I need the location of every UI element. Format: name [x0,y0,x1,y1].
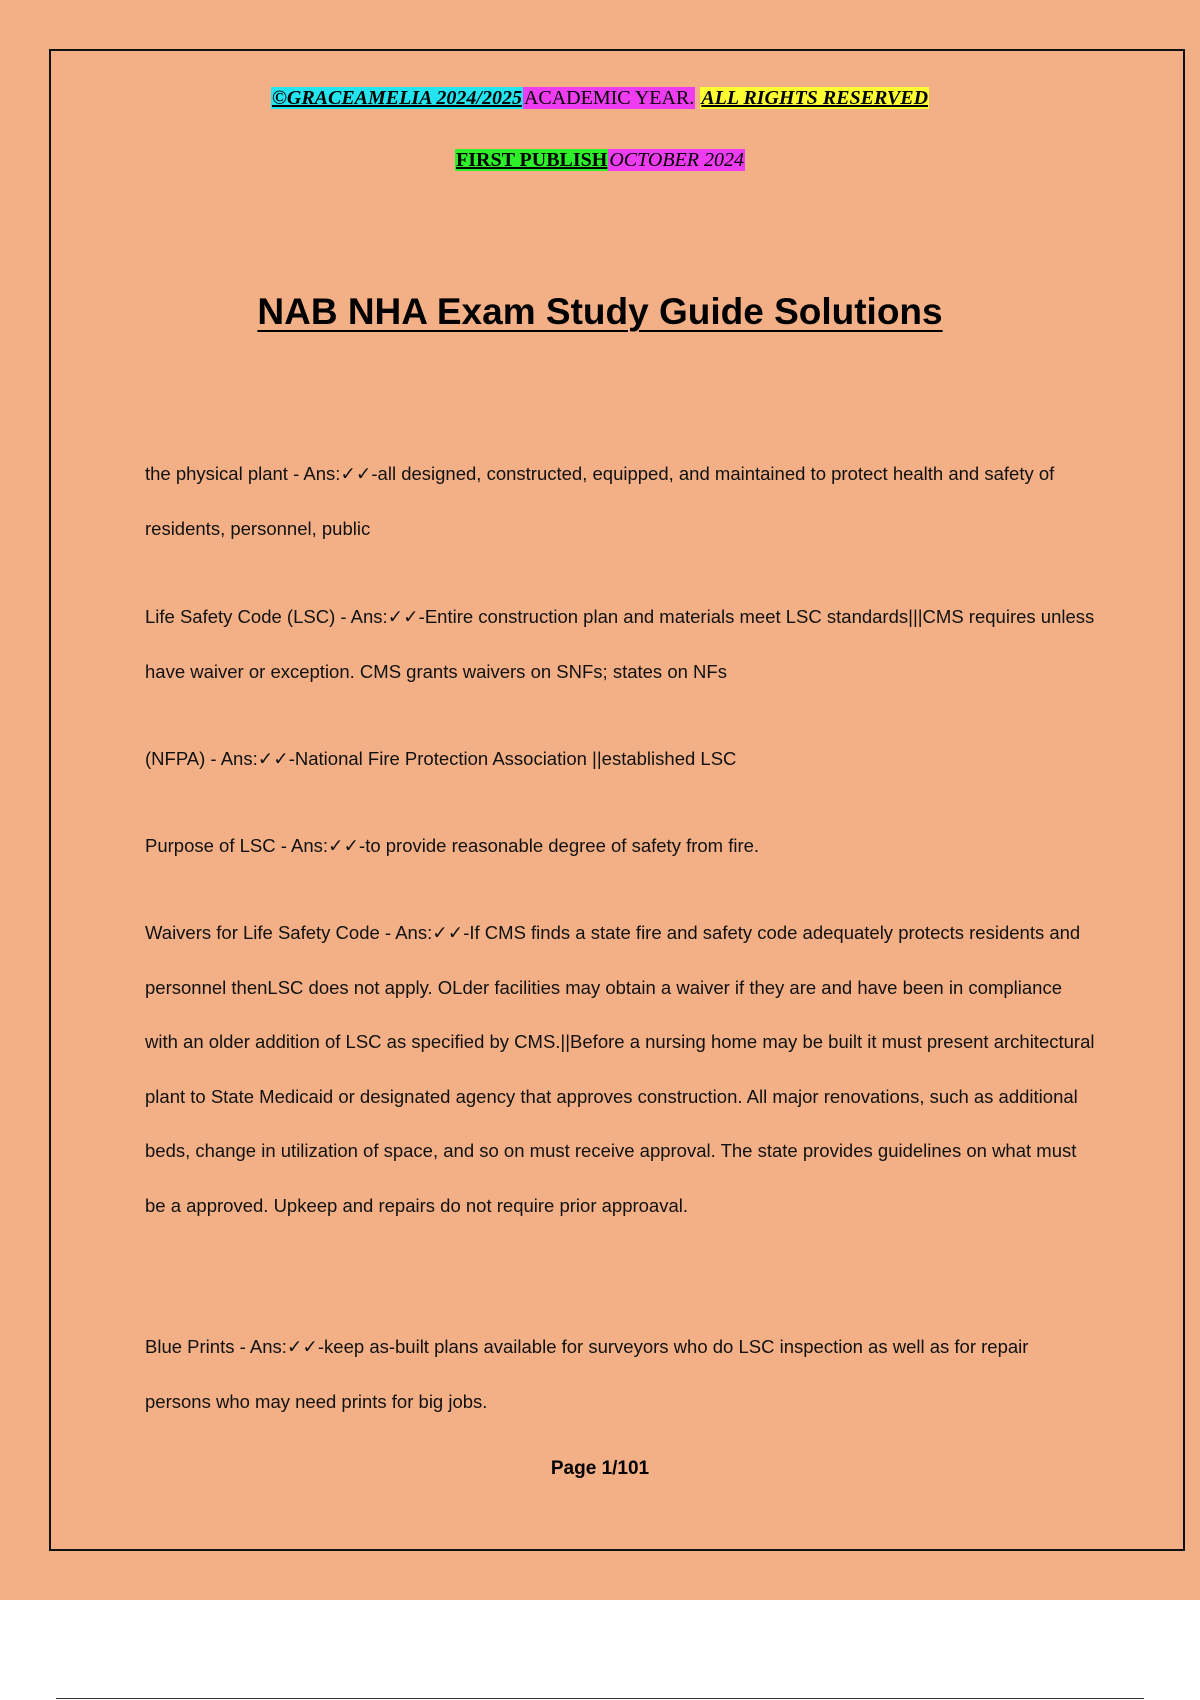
first-publish-text: FIRST PUBLISH [456,149,608,171]
entry-waivers-lsc: Waivers for Life Safety Code - Ans:✓✓-If CMS finds a state fire and safety code adequately protects residents and personnel thenLSC does not apply. OLder facilities may obtain a waiver if they are and have been in compliance with an older addition of LSC as specified by CMS.||Before a nursing home may be built it must present architectural plant to State Medicaid or designated agency that approves construction. All major renovations, such as additional beds, change in utilization of space, and so on must receive approval. The state provides guidelines on what must be a approved. Upkeep and repairs do not require prior approaval. [145,922,1095,1216]
rights-text: ALL RIGHTS RESERVED [701,87,929,109]
entry-nfpa: (NFPA) - Ans:✓✓-National Fire Protection Association ||established LSC [145,748,737,769]
publish-date-text: OCTOBER 2024 [609,149,744,171]
bottom-divider [56,1698,1144,1699]
page-number: Page 1/101 [550,1458,650,1479]
entry-life-safety-code: Life Safety Code (LSC) - Ans:✓✓-Entire construction plan and materials meet LSC standards|||CMS requires unless have waiver or exception. CMS grants waivers on SNFs; states on NFs [145,606,1095,682]
copyright-header [0,85,1200,111]
document-title-text: NAB NHA Exam Study Guide Solutions [257,291,943,332]
entry-blue-prints: Blue Prints - Ans:✓✓-keep as-built plans available for surveyors who do LSC inspection as well as for repair persons who may need prints for big jobs. [145,1336,1029,1412]
document-title [0,290,1200,334]
entry-physical-plant: the physical plant - Ans:✓✓-all designed, constructed, equipped, and maintained to protect health and safety of residents, personnel, public [145,463,1055,539]
publish-header [0,147,1200,173]
copyright-text: ©GRACEAMELIA 2024/2025 [271,87,522,109]
entry-purpose-of-lsc: Purpose of LSC - Ans:✓✓-to provide reasonable degree of safety from fire. [145,835,760,856]
academic-year-text: ACADEMIC YEAR. [523,87,695,109]
